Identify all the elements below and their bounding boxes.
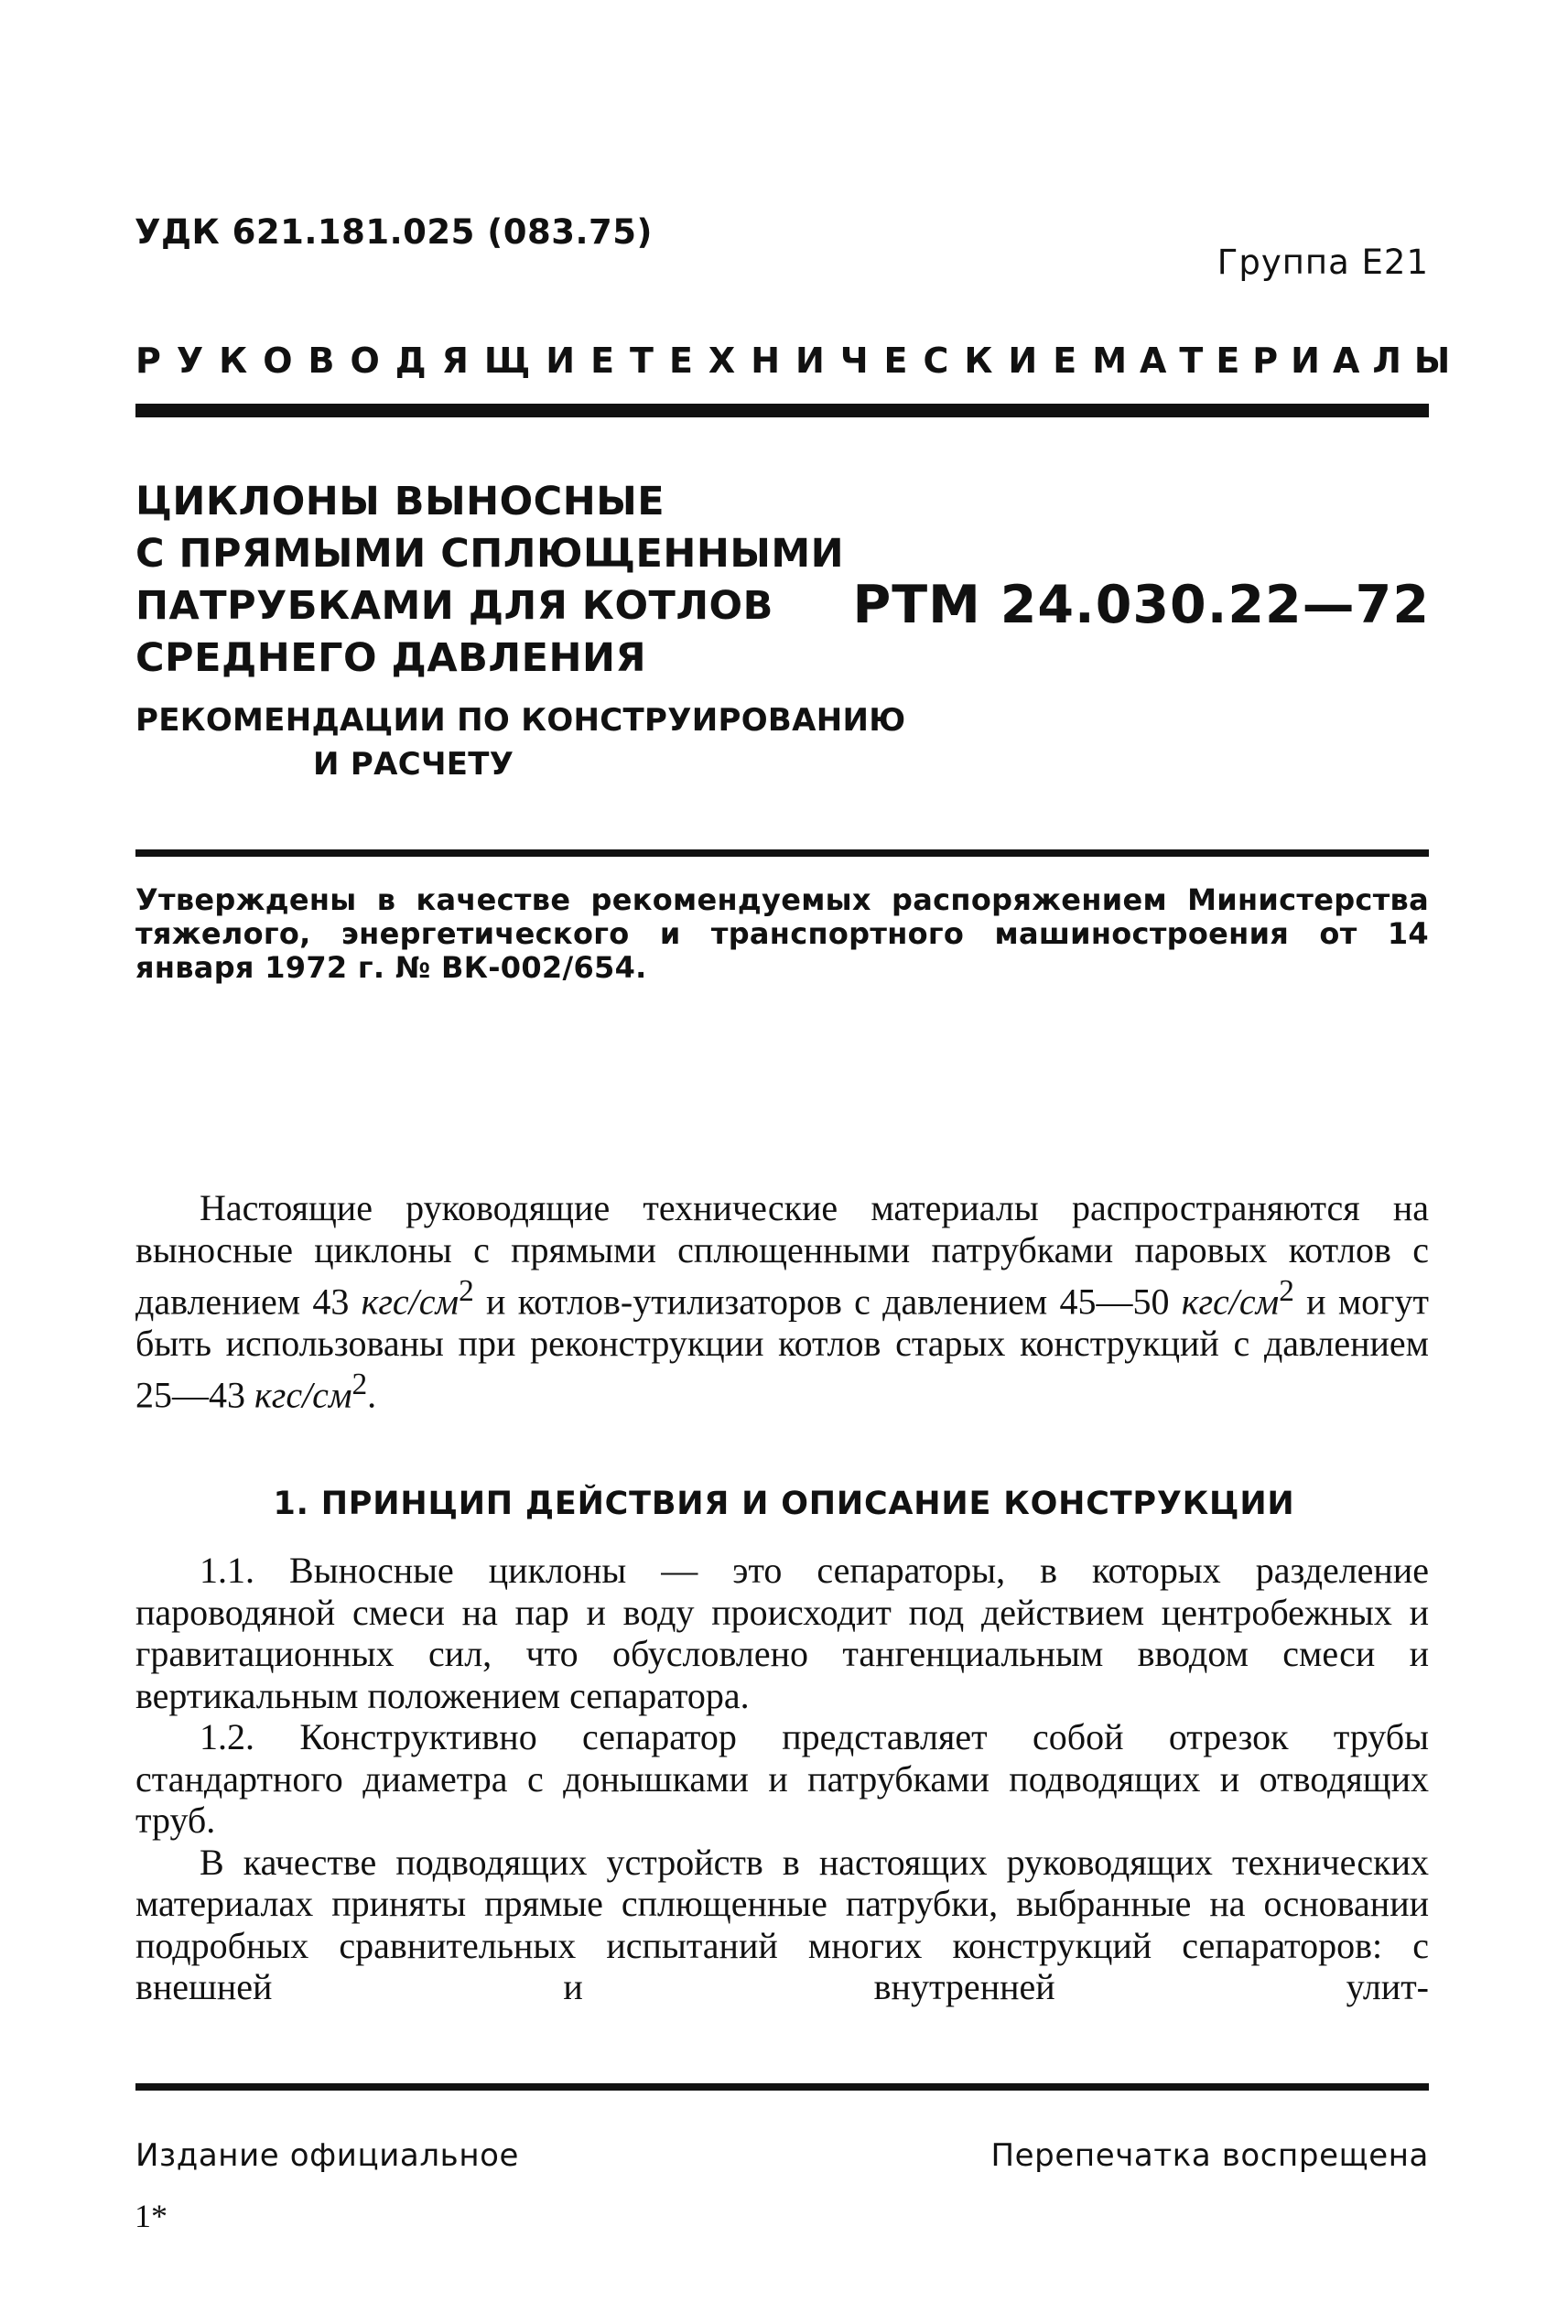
edition-note: Издание официальное (135, 2137, 520, 2174)
series-title (135, 340, 1464, 381)
subtitle-line: И РАСЧЕТУ (313, 746, 514, 783)
reprint-note: Перепечатка воспрещена (990, 2137, 1429, 2174)
subtitle-line: РЕКОМЕНДАЦИИ ПО КОНСТРУИРОВАНИЮ (135, 702, 906, 739)
intro-text: . (367, 1374, 377, 1416)
title-line: С ПРЯМЫМИ СПЛЮЩЕННЫМИ (135, 531, 845, 577)
intro-text: и котлов-утилизаторов с давлением 45—50 (473, 1281, 1182, 1323)
unit: кгс/см (1181, 1281, 1280, 1323)
footer-rule (135, 2083, 1429, 2091)
intro-text: и могут быть использованы при реконструкции котлов старых конструкций с давлением 25—43 (135, 1281, 1430, 1416)
paragraph: В качестве подводящих устройств в настоящих руководящих технических материалах приняты прямые сплющенные патрубки, выбранные на основании подробных сравнительных испытаний многих конструкций сепараторов: с внешней и внутренней улит- (135, 1841, 1429, 2007)
unit: кгс/см (361, 1281, 460, 1323)
header-rule (135, 404, 1429, 417)
group-code: Группа Е21 (1217, 243, 1429, 282)
udk-code: УДК 621.181.025 (083.75) (135, 212, 653, 252)
approval-note: Утверждены в качестве рекомендуемых распоряжением Министерства тяжелого, энергетического и транспортного машиностроения от 14 января 1972 г. № ВК-002/654. (135, 882, 1429, 985)
title-rule (135, 849, 1429, 857)
title-line: СРЕДНЕГО ДАВЛЕНИЯ (135, 635, 647, 681)
section-heading: 1. ПРИНЦИП ДЕЙСТВИЯ И ОПИСАНИЕ КОНСТРУКЦИИ (273, 1486, 1295, 1522)
document-subtitle (135, 698, 906, 786)
series-word: МАТЕРИАЛЫ (1092, 340, 1464, 381)
intro-text: Настоящие руководящие технические материалы распространяются на выносные циклоны с прямыми сплющенными патрубками паровых котлов с давлением 43 (135, 1187, 1429, 1323)
paragraph: 1.1. Выносные циклоны — это сепараторы, в которых разделение пароводяной смеси на пар и воду происходит под действием центробежных и гравитационных сил, что обусловлено тангенциальным вводом смеси и вертикальным положением сепаратора. (135, 1550, 1429, 1716)
document-code: РТМ 24.030.22—72 (852, 575, 1430, 635)
unit-exponent: 2 (459, 1274, 474, 1308)
unit-exponent: 2 (351, 1367, 368, 1402)
unit: кгс/см (254, 1374, 352, 1416)
paragraph: 1.2. Конструктивно сепаратор представляет собой отрезок трубы стандартного диаметра с донышками и патрубками подводящих и отводящих труб. (135, 1716, 1429, 1841)
series-word: ТЕХНИЧЕСКИЕ (630, 340, 1093, 381)
page-mark: 1* (135, 2198, 168, 2234)
series-word: РУКОВОДЯЩИЕ (135, 340, 631, 381)
intro-paragraph (135, 1187, 1429, 1416)
document-title (135, 476, 844, 685)
unit-exponent: 2 (1279, 1274, 1294, 1308)
title-line: ЦИКЛОНЫ ВЫНОСНЫЕ (135, 479, 665, 524)
title-line: ПАТРУБКАМИ ДЛЯ КОТЛОВ (135, 583, 773, 629)
section-body (135, 1550, 1429, 2008)
